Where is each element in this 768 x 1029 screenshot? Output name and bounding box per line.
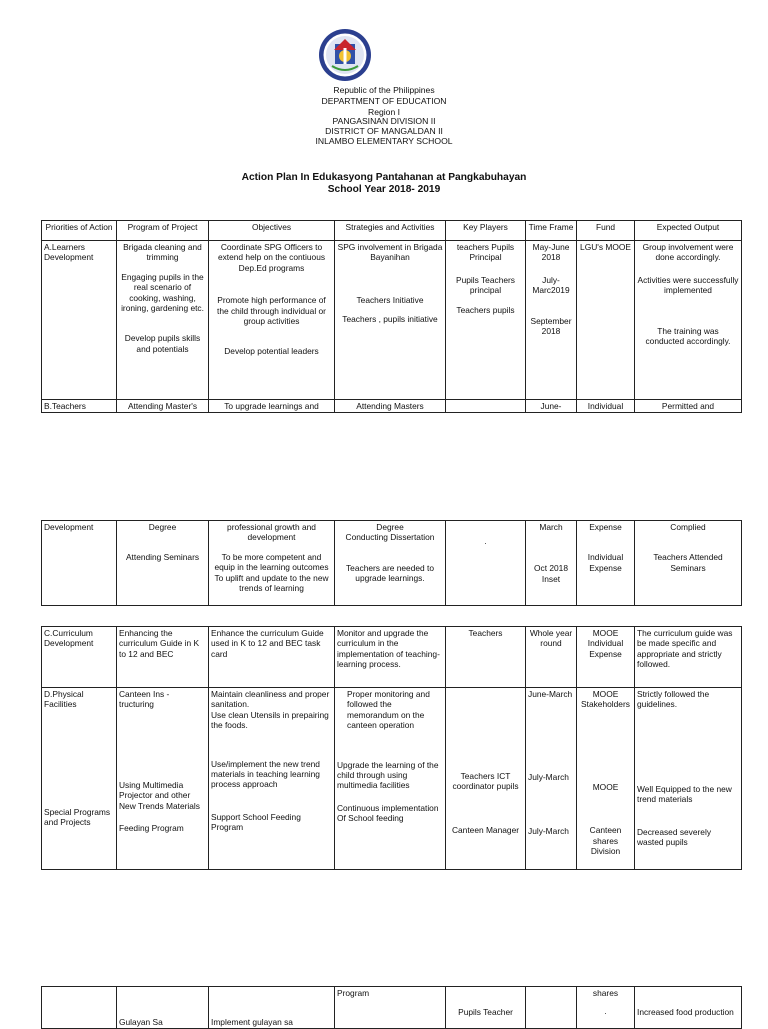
table-row: [42, 987, 742, 1029]
col-header-program: Program of Project: [117, 221, 209, 241]
players-text: Pupils Teacher: [458, 1007, 513, 1017]
time-frame-cell: [526, 241, 577, 400]
deped-seal-logo: [318, 28, 372, 82]
players-text: Pupils Teachers principal: [456, 274, 515, 296]
objective-text: To uplift and update to the new trends of learning: [214, 572, 329, 594]
strategies-cell: [335, 241, 446, 400]
header-school: INLAMBO ELEMENTARY SCHOOL: [315, 136, 453, 146]
priority-cell: [42, 987, 117, 1029]
expected-output-cell: [635, 521, 742, 606]
strategies-cell: Attending Masters: [335, 400, 446, 413]
strategy-text: Teachers Initiative: [356, 294, 424, 305]
strategy-text: Teachers are needed to upgrade learnings.: [346, 562, 434, 584]
expected-output-cell: [635, 241, 742, 400]
header-department: DEPARTMENT OF EDUCATION: [321, 96, 447, 106]
program-text: Engaging pupils in the real scenario of cooking, washing, ironing, gardening etc.: [121, 271, 204, 314]
output-text: Teachers Attended Seminars: [653, 552, 723, 573]
fund-cell: MOOE Individual Expense: [577, 627, 635, 688]
program-cell: Enhancing the curriculum Guide in K to 12 and BEC: [117, 627, 209, 688]
col-header-strategies: Strategies and Activities: [335, 221, 446, 241]
fund-text: Expense: [589, 522, 622, 532]
objective-text: Develop potential leaders: [224, 346, 319, 357]
col-header-time-frame: Time Frame: [526, 221, 577, 241]
fund-text: shares: [592, 988, 619, 998]
program-cell: [117, 241, 209, 400]
table-row: [42, 241, 742, 400]
header-republic: Republic of the Philippines: [333, 85, 435, 95]
table-row: [42, 627, 742, 688]
program-text: Degree: [148, 522, 177, 532]
strategy-text: Proper monitoring and followed the memorandum on the canteen operation: [347, 689, 430, 731]
program-text: Canteen Ins - tructuring: [119, 689, 170, 710]
players-text: Teachers pupils: [456, 304, 515, 315]
col-header-objectives: Objectives: [209, 221, 335, 241]
output-text: Complied: [670, 522, 706, 532]
action-plan-table-page1: [41, 220, 742, 413]
output-text: Increased food production: [637, 1007, 734, 1017]
objectives-cell: [209, 987, 335, 1029]
priority-cell: A.Learners Development: [42, 241, 117, 400]
action-plan-table-page3: [41, 626, 742, 870]
col-header-expected-output: Expected Output: [635, 221, 742, 241]
key-players-cell: [446, 987, 526, 1029]
table-row: [42, 688, 742, 870]
strategy-text: Teachers , pupils initiative: [342, 314, 438, 325]
action-plan-table-page4: [41, 986, 742, 1029]
fund-text: MOOE: [592, 781, 619, 792]
priority-text: Special Programs and Projects: [44, 806, 111, 828]
expected-output-cell: Permitted and: [635, 400, 742, 413]
program-text: Attending Seminars: [125, 552, 200, 563]
col-header-fund: Fund: [577, 221, 635, 241]
strategies-cell: Program: [335, 987, 446, 1029]
program-cell: [117, 987, 209, 1029]
time-text: March: [539, 522, 563, 532]
objective-text: To be more competent and equip in the learning outcomes: [214, 551, 329, 573]
col-header-priorities: Priorities of Action: [42, 221, 117, 241]
objective-text: Support School Feeding Program: [211, 811, 301, 833]
expected-output-cell: [635, 688, 742, 870]
program-text: Using Multimedia Projector and other New Trends Materials: [119, 779, 200, 811]
output-text: The training was conducted accordingly.: [645, 325, 731, 347]
key-players-cell: Teachers: [446, 627, 526, 688]
time-text: July-March: [528, 825, 569, 836]
table-header-row: [42, 221, 742, 241]
objective-text: Coordinate SPG Officers to extend help on the contiuous Dep.Ed programs: [217, 242, 326, 273]
objective-text: Implement gulayan sa: [211, 1017, 293, 1027]
school-year: School Year 2018- 2019: [327, 184, 441, 195]
fund-text: MOOE Stakeholders: [581, 689, 630, 710]
players-text: Canteen Manager: [451, 824, 520, 835]
program-text: Feeding Program: [119, 823, 184, 834]
key-players-cell: [446, 241, 526, 400]
header-district: DISTRICT OF MANGALDAN II: [325, 126, 443, 136]
time-text: June-March: [528, 689, 573, 699]
objectives-cell: [209, 241, 335, 400]
expected-output-cell: [635, 987, 742, 1029]
time-frame-cell: [526, 688, 577, 870]
time-text: July-March: [528, 772, 569, 783]
objective-text: Use/implement the new trend materials in teaching learning process approach: [211, 758, 320, 790]
header-division: PANGASINAN DIVISION II: [332, 116, 436, 126]
players-text: .: [484, 536, 487, 546]
time-frame-cell: [526, 521, 577, 606]
header-region: Region I: [367, 107, 400, 117]
objectives-cell: Enhance the curriculum Guide used in K to 12 and BEC task card: [209, 627, 335, 688]
program-cell: Attending Master's: [117, 400, 209, 413]
objectives-cell: [209, 688, 335, 870]
fund-cell: [577, 241, 635, 400]
output-text: Well Equipped to the new trend materials: [637, 783, 732, 805]
strategies-cell: [335, 521, 446, 606]
program-cell: [117, 688, 209, 870]
fund-cell: [577, 521, 635, 606]
objectives-cell: [209, 521, 335, 606]
output-text: Strictly followed the guidelines.: [637, 689, 710, 710]
priority-text: D.Physical Facilities: [44, 689, 84, 710]
fund-cell: [577, 688, 635, 870]
players-text: teachers Pupils Principal: [456, 242, 515, 263]
priority-cell: B.Teachers: [42, 400, 117, 413]
fund-cell: Individual: [577, 400, 635, 413]
col-header-key-players: Key Players: [446, 221, 526, 241]
objective-text: Use clean Utensils in prepairing the foods.: [211, 709, 329, 731]
strategy-text: Continuous implementation Of School feeding: [337, 802, 439, 824]
time-text: July-Marc2019: [532, 274, 570, 296]
fund-text: .: [604, 1006, 607, 1017]
priority-cell: Development: [42, 521, 117, 606]
strategies-cell: Monitor and upgrade the curriculum in the implementation of teaching-learning process.: [335, 627, 446, 688]
output-text: Decreased severely wasted pupils: [637, 826, 712, 848]
table-row: [42, 400, 742, 413]
time-text: September 2018: [530, 315, 572, 337]
objectives-cell: To upgrade learnings and: [209, 400, 335, 413]
program-text: Brigada cleaning and trimming: [123, 242, 202, 263]
priority-cell: [42, 688, 117, 870]
fund-text: LGU's MOOE: [580, 242, 631, 252]
strategy-text: Degree: [376, 522, 404, 532]
key-players-cell: [446, 400, 526, 413]
output-text: Group involvement were done accordingly.: [642, 242, 734, 263]
program-cell: [117, 521, 209, 606]
fund-text: Individual Expense: [587, 552, 624, 573]
time-text: Oct 2018 Inset: [534, 563, 568, 584]
objective-text: Promote high performance of the child through individual or group activities: [217, 295, 326, 327]
fund-text: Canteen shares Division: [589, 825, 622, 857]
program-text: Gulayan Sa: [119, 1017, 163, 1027]
expected-output-cell: The curriculum guide was be made specific and appropriate and strictly followed.: [635, 627, 742, 688]
strategy-text: Upgrade the learning of the child through using multimedia facilities: [337, 759, 439, 791]
time-frame-cell: Whole year round: [526, 627, 577, 688]
fund-cell: [577, 987, 635, 1029]
action-plan-table-page2: [41, 520, 742, 606]
players-text: Teachers ICT coordinator pupils: [452, 771, 519, 792]
key-players-cell: [446, 521, 526, 606]
time-text: May-June 2018: [532, 242, 570, 263]
objective-text: professional growth and development: [227, 522, 316, 543]
strategies-cell: [335, 688, 446, 870]
priority-cell: C.Curriculum Development: [42, 627, 117, 688]
program-text: Develop pupils skills and potentials: [124, 333, 201, 354]
strategy-text: Conducting Dissertation: [345, 532, 435, 543]
objective-text: Maintain cleanliness and proper sanitation.: [211, 689, 330, 710]
time-frame-cell: June-: [526, 400, 577, 413]
strategy-text: SPG involvement in Brigada Bayanihan: [337, 242, 443, 263]
time-frame-cell: [526, 987, 577, 1029]
table-row: [42, 521, 742, 606]
plan-title: Action Plan In Edukasyong Pantahanan at Pangkabuhayan: [241, 172, 527, 183]
output-text: Activities were successfully implemented: [637, 274, 739, 296]
key-players-cell: [446, 688, 526, 870]
